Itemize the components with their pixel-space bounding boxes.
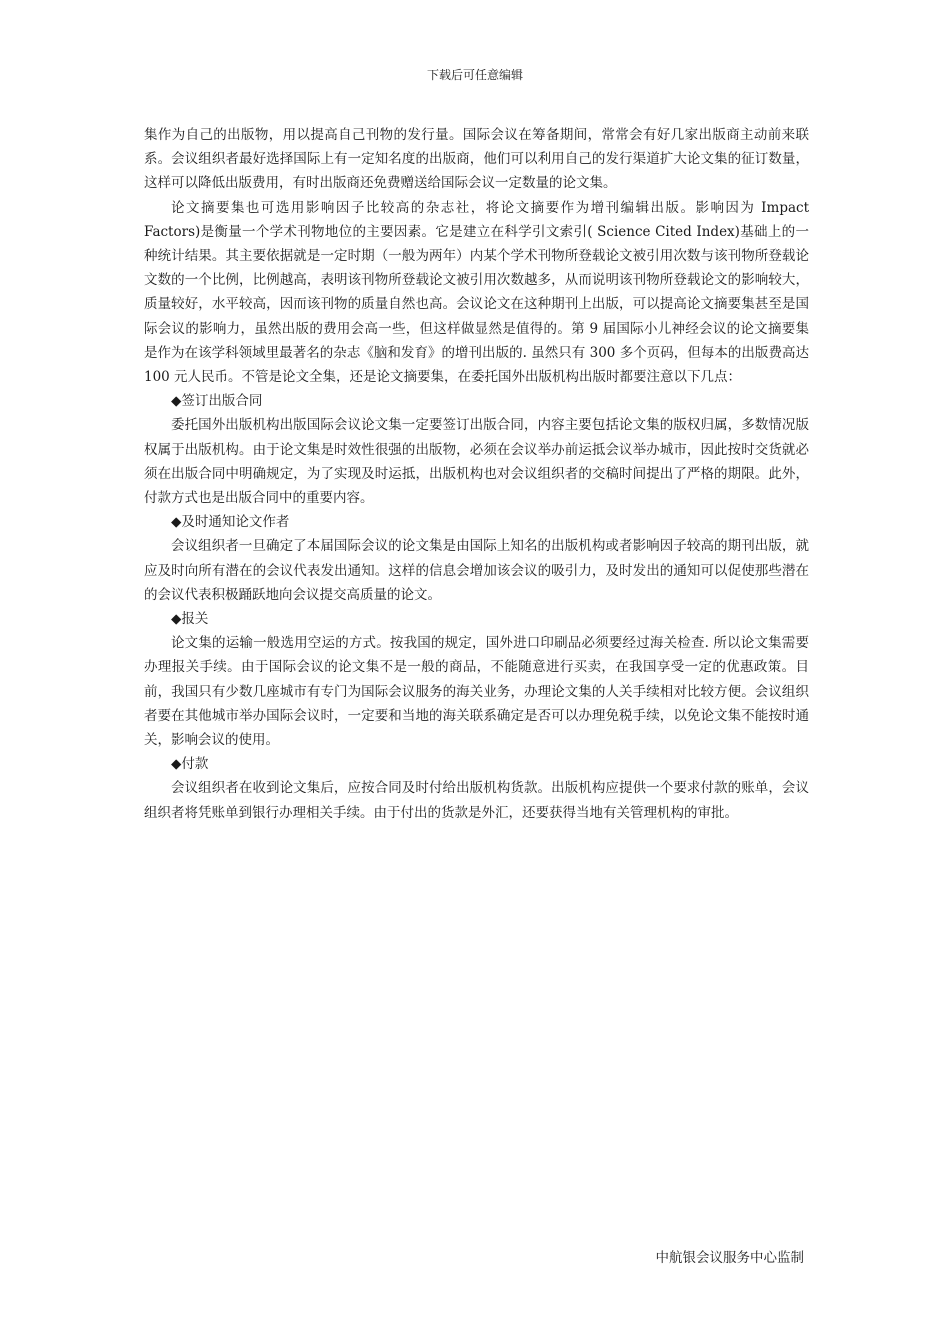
bullet-heading-notify: ◆及时通知论文作者 bbox=[171, 514, 290, 531]
page-header: 下载后可任意编辑 bbox=[426, 68, 523, 82]
page-footer: 中航银会议服务中心监制 bbox=[655, 1250, 804, 1266]
paragraph-payment: 会议组织者在收到论文集后，应按合同及时付给出版机构货款。出版机构应提供一个要求付款的账单，会议组织者将凭账单到银行办理相关手续。由于付出的货款是外汇，还要获得当地有关管理机构的审批。 bbox=[144, 780, 809, 821]
bullet-heading-customs: ◆报关 bbox=[171, 611, 209, 628]
document-body bbox=[144, 123, 809, 825]
paragraph-contract: 委托国外出版机构出版国际会议论文集一定要签订出版合同，内容主要包括论文集的版权归属，多数情况版权属于出版机构。由于论文集是时效性很强的出版物，必须在会议举办前运抵会议举办城市，因此按时交货就必须在出版合同中明确规定，为了实现及时运抵，出版机构也对会议组织者的交稿时间提出了严格的期限。此外，付款方式也是出版合同中的重要内容。 bbox=[144, 417, 809, 507]
paragraph-customs: 论文集的运输一般选用空运的方式。按我国的规定，国外进口印刷品必须要经过海关检查. 所以论文集需要办理报关手续。由于国际会议的论文集不是一般的商品，不能随意进行买卖，在我国享受一定的优惠政策。目前，我国只有少数几座城市有专门为国际会议服务的海关业务，办理论文集的人关手续相对比较方便。会议组织者要在其他城市举办国际会议时，一定要和当地的海关联系确定是否可以办理免税手续，以免论文集不能按时通关，影响会议的使用。 bbox=[144, 635, 809, 749]
bullet-heading-contract: ◆签订出版合同 bbox=[171, 393, 263, 410]
paragraph-abstracts: 论文摘要集也可选用影响因子比较高的杂志社，将论文摘要作为增刊编辑出版。影响因为 Impact Factors)是衡量一个学术刊物地位的主要因素。它是建立在科学引文索引( Science Cited Index)基础上的一种统计结果。其主要依据就是一定时期（一般为两年）内某个学术刊物所登载论文被引用次数与该刊物所登载论文数的一个比例，比例越高，表明该刊物所登载论文被引用次数越多，从而说明该刊物所登载论文的影响较大，质量较好，水平较高，因而该刊物的质量自然也高。会议论文在这种期刊上出版，可以提高论文摘要集甚至是国际会议的影响力，虽然出版的费用会高一些，但这样做显然是值得的。第 9 届国际小儿神经会议的论文摘要集是作为在该学科领域里最著名的杂志《脑和发育》的增刊出版的. 虽然只有 300 多个页码，但每本的出版费高达 100 元人民币。不管是论文全集，还是论文摘要集，在委托国外出版机构出版时都要注意以下几点： bbox=[144, 199, 809, 386]
paragraph-continuation: 集作为自己的出版物，用以提高自己刊物的发行量。国际会议在筹备期间，常常会有好几家出版商主动前来联系。会议组织者最好选择国际上有一定知名度的出版商，他们可以利用自己的发行渠道扩大论文集的征订数量，这样可以降低出版费用，有时出版商还免费赠送给国际会议一定数量的论文集。 bbox=[144, 127, 809, 192]
paragraph-notify: 会议组织者一旦确定了本届国际会议的论文集是由国际上知名的出版机构或者影响因子较高的期刊出版，就应及时向所有潜在的会议代表发出通知。这样的信息会增加该会议的吸引力，及时发出的通知可以促使那些潜在的会议代表积极踊跃地向会议提交高质量的论文。 bbox=[144, 538, 809, 603]
bullet-heading-payment: ◆付款 bbox=[171, 756, 209, 773]
